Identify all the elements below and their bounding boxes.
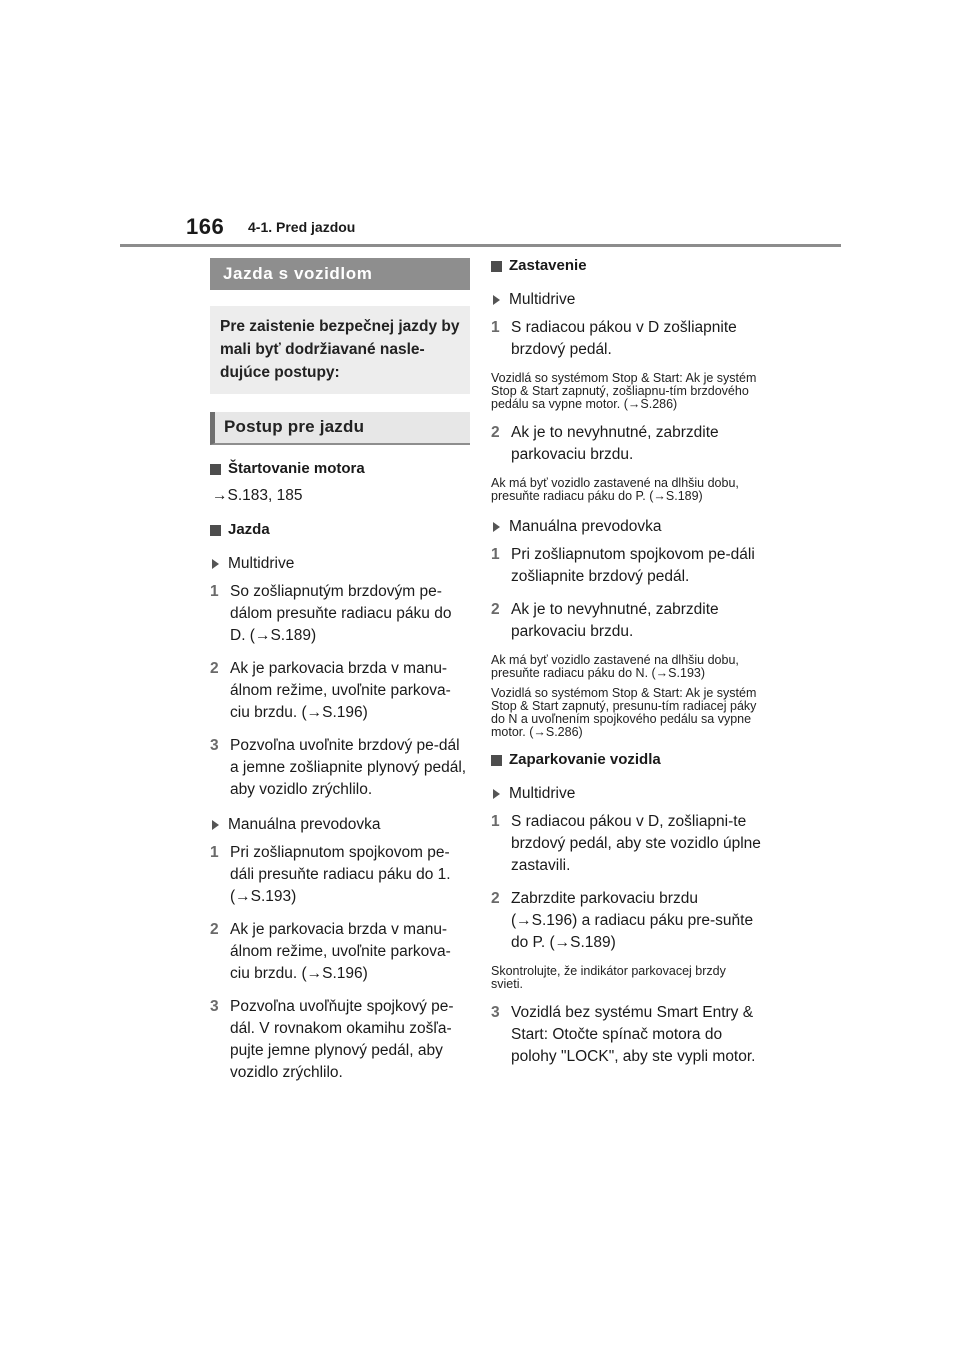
step-number: 2 — [210, 921, 219, 938]
multidrive-label — [491, 290, 761, 310]
step — [491, 811, 761, 877]
step-text: Pri zošliapnutom spojkovom pe-dáli presuňte radiacu páku do 1. (→S.193) — [230, 844, 451, 905]
triangle-bullet-icon — [493, 789, 500, 799]
stopping-title: Zastavenie — [509, 257, 587, 274]
manual-label — [210, 815, 470, 835]
step-text: Ak je to nevyhnutné, zabrzdite parkovaciu brzdu. — [511, 601, 719, 640]
intro-box: Pre zaistenie bezpečnej jazdy by mali byť dodržiavané nasle-dujúce postupy: — [210, 306, 470, 394]
step-number: 1 — [491, 813, 500, 830]
multidrive-label — [491, 784, 761, 804]
procedure-subheading: Postup pre jazdu — [210, 412, 470, 445]
step-number: 1 — [210, 844, 219, 861]
step-text: So zošliapnutým brzdovým pe-dálom presuňte radiacu páku do D. (→S.189) — [230, 583, 452, 644]
header-rule — [120, 244, 841, 247]
square-bullet-icon — [491, 755, 502, 766]
manual-text: Manuálna prevodovka — [509, 518, 662, 535]
square-bullet-icon — [210, 525, 221, 536]
step-text: S radiacou pákou v D zošliapnite brzdový pedál. — [511, 319, 737, 358]
driving-title: Jazda — [228, 521, 270, 538]
step — [210, 996, 470, 1084]
step — [491, 888, 761, 954]
step-number: 2 — [491, 601, 500, 618]
multidrive-text: Multidrive — [509, 785, 576, 802]
step-number: 2 — [491, 890, 500, 907]
triangle-bullet-icon — [212, 820, 219, 830]
triangle-bullet-icon — [212, 559, 219, 569]
multidrive-text: Multidrive — [228, 555, 295, 572]
square-bullet-icon — [491, 261, 502, 272]
left-column — [210, 258, 470, 1084]
step — [491, 599, 761, 643]
step — [491, 544, 761, 588]
manual-text: Manuálna prevodovka — [228, 816, 381, 833]
starting-title: Štartovanie motora — [228, 460, 365, 477]
triangle-bullet-icon — [493, 522, 500, 532]
step-text: Pozvoľna uvoľnite brzdový pe-dál a jemne zošliapnite plynový pedál, aby vozidlo zrýchlilo. — [230, 737, 467, 798]
step-number: 2 — [491, 424, 500, 441]
step-number: 3 — [491, 1004, 500, 1021]
step — [210, 919, 470, 985]
parking-heading — [491, 750, 761, 770]
page-number: 166 — [186, 214, 225, 239]
multidrive-text: Multidrive — [509, 291, 576, 308]
note: Vozidlá so systémom Stop & Start: Ak je systém Stop & Start zapnutý, presunu-tím radiacej páky do N a uvoľnením spojkového pedálu sa vypne motor. (→S.286) — [491, 686, 757, 739]
step-text: Vozidlá bez systému Smart Entry & Start: Otočte spínač motora do polohy "LOCK", aby ste vypli motor. — [511, 1004, 756, 1065]
step — [210, 842, 470, 908]
driving-heading — [210, 520, 470, 540]
section-title: 4-1. Pred jazdou — [248, 219, 356, 235]
step-number: 3 — [210, 998, 219, 1015]
starting-reference: →S.183, 185 — [212, 487, 303, 504]
square-bullet-icon — [210, 464, 221, 475]
triangle-bullet-icon — [493, 295, 500, 305]
note: Skontrolujte, že indikátor parkovacej brzdy svieti. — [491, 964, 726, 991]
step-text: Ak je parkovacia brzda v manu-álnom režime, uvoľnite parkova-ciu brzdu. (→S.196) — [230, 921, 451, 982]
note: Ak má byť vozidlo zastavené na dlhšiu dobu, presuňte radiacu páku do P. (→S.189) — [491, 476, 739, 503]
step-text: S radiacou pákou v D, zošliapni-te brzdový pedál, aby ste vozidlo úplne zastavili. — [511, 813, 761, 874]
step-number: 2 — [210, 660, 219, 677]
step — [491, 317, 761, 361]
step-number: 1 — [210, 583, 219, 600]
multidrive-label — [210, 554, 470, 574]
step-text: Ak je to nevyhnutné, zabrzdite parkovaciu brzdu. — [511, 424, 719, 463]
step-text: Pri zošliapnutom spojkovom pe-dáli zošliapnite brzdový pedál. — [511, 546, 755, 585]
step-number: 1 — [491, 546, 500, 563]
right-column — [491, 256, 761, 1068]
step-text: Zabrzdite parkovaciu brzdu (→S.196) a radiacu páku pre-suňte do P. (→S.189) — [511, 890, 754, 951]
section-banner: Jazda s vozidlom — [210, 258, 470, 290]
note: Ak má byť vozidlo zastavené na dlhšiu dobu, presuňte radiacu páku do N. (→S.193) — [491, 653, 739, 680]
step-text: Pozvoľna uvoľňujte spojkový pe-dál. V rovnakom okamihu zošľa-pujte jemne plynový pedál, aby vozidlo zrýchlilo. — [230, 998, 454, 1081]
manual-label — [491, 517, 761, 537]
step-text: Ak je parkovacia brzda v manu-álnom režime, uvoľnite parkova-ciu brzdu. (→S.196) — [230, 660, 451, 721]
step — [210, 735, 470, 801]
starting-heading — [210, 459, 470, 479]
step — [491, 1002, 761, 1068]
parking-title: Zaparkovanie vozidla — [509, 751, 661, 768]
step — [491, 422, 761, 466]
step-number: 3 — [210, 737, 219, 754]
step — [210, 658, 470, 724]
note: Vozidlá so systémom Stop & Start: Ak je systém Stop & Start zapnutý, zošliapnu-tím brzdového pedálu sa vypne motor. (→S.286) — [491, 371, 757, 411]
stopping-heading — [491, 256, 761, 276]
step — [210, 581, 470, 647]
step-number: 1 — [491, 319, 500, 336]
